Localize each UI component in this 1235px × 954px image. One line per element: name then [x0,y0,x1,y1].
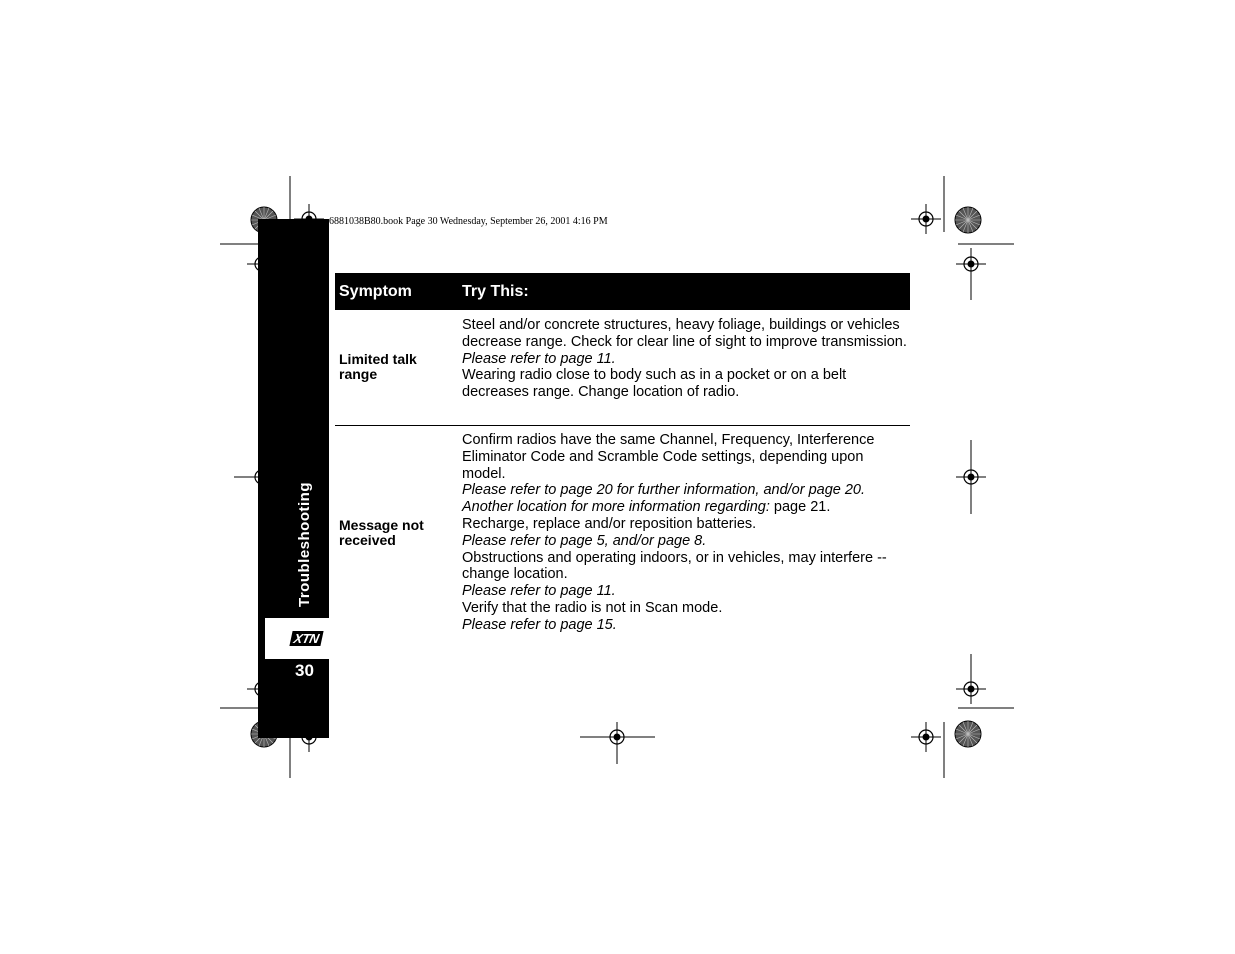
page-reference: Please refer to page 15. [462,616,617,633]
table-header [335,273,910,310]
book-info-header: 6881038B80.book Page 30 Wednesday, September 26, 2001 4:16 PM [329,216,608,227]
page-reference: Please refer to page 11. [462,583,616,600]
remedy-text-mixed [462,499,910,516]
remedy-cell [462,432,910,634]
remedy-text: page 21. [769,499,831,516]
section-label: Troubleshooting [296,482,313,607]
troubleshooting-table [335,273,910,641]
remedy-text: Wearing radio close to body such as in a pocket or on a belt decreases range. Change location of radio. [462,367,847,401]
page-reference: Another location for more information regarding: [462,499,770,516]
header-symptom: Symptom [339,283,412,300]
remedy-cell [462,317,910,401]
side-tab [258,219,329,738]
remedy-text: Steel and/or concrete structures, heavy foliage, buildings or vehicles decrease range. Check for clear line of sight to improve transmission. [462,317,907,350]
remedy-text: Recharge, replace and/or reposition batteries. [462,515,757,532]
page-reference: Please refer to page 5, and/or page 8. [462,532,707,549]
xtn-logo: XTN [289,631,323,646]
page-reference: Please refer to page 11. [462,350,616,367]
page-number: 30 [295,661,314,680]
remedy-text: Verify that the radio is not in Scan mode. [462,599,723,616]
header-try-this: Try This: [462,283,529,300]
symptom-cell: Message not received [339,517,424,548]
table-row-message-not-received [335,426,910,641]
symptom-cell: Limited talk range [339,351,417,382]
page-reference: Please refer to page 20 for further information, and/or page 20. [462,482,866,499]
table-row-limited-talk-range [335,310,910,426]
remedy-text: Obstructions and operating indoors, or in vehicles, may interfere -- change location. [462,549,887,583]
remedy-text: Confirm radios have the same Channel, Frequency, Interference Eliminator Code and Scramble Code settings, depending upon model. [462,432,875,482]
